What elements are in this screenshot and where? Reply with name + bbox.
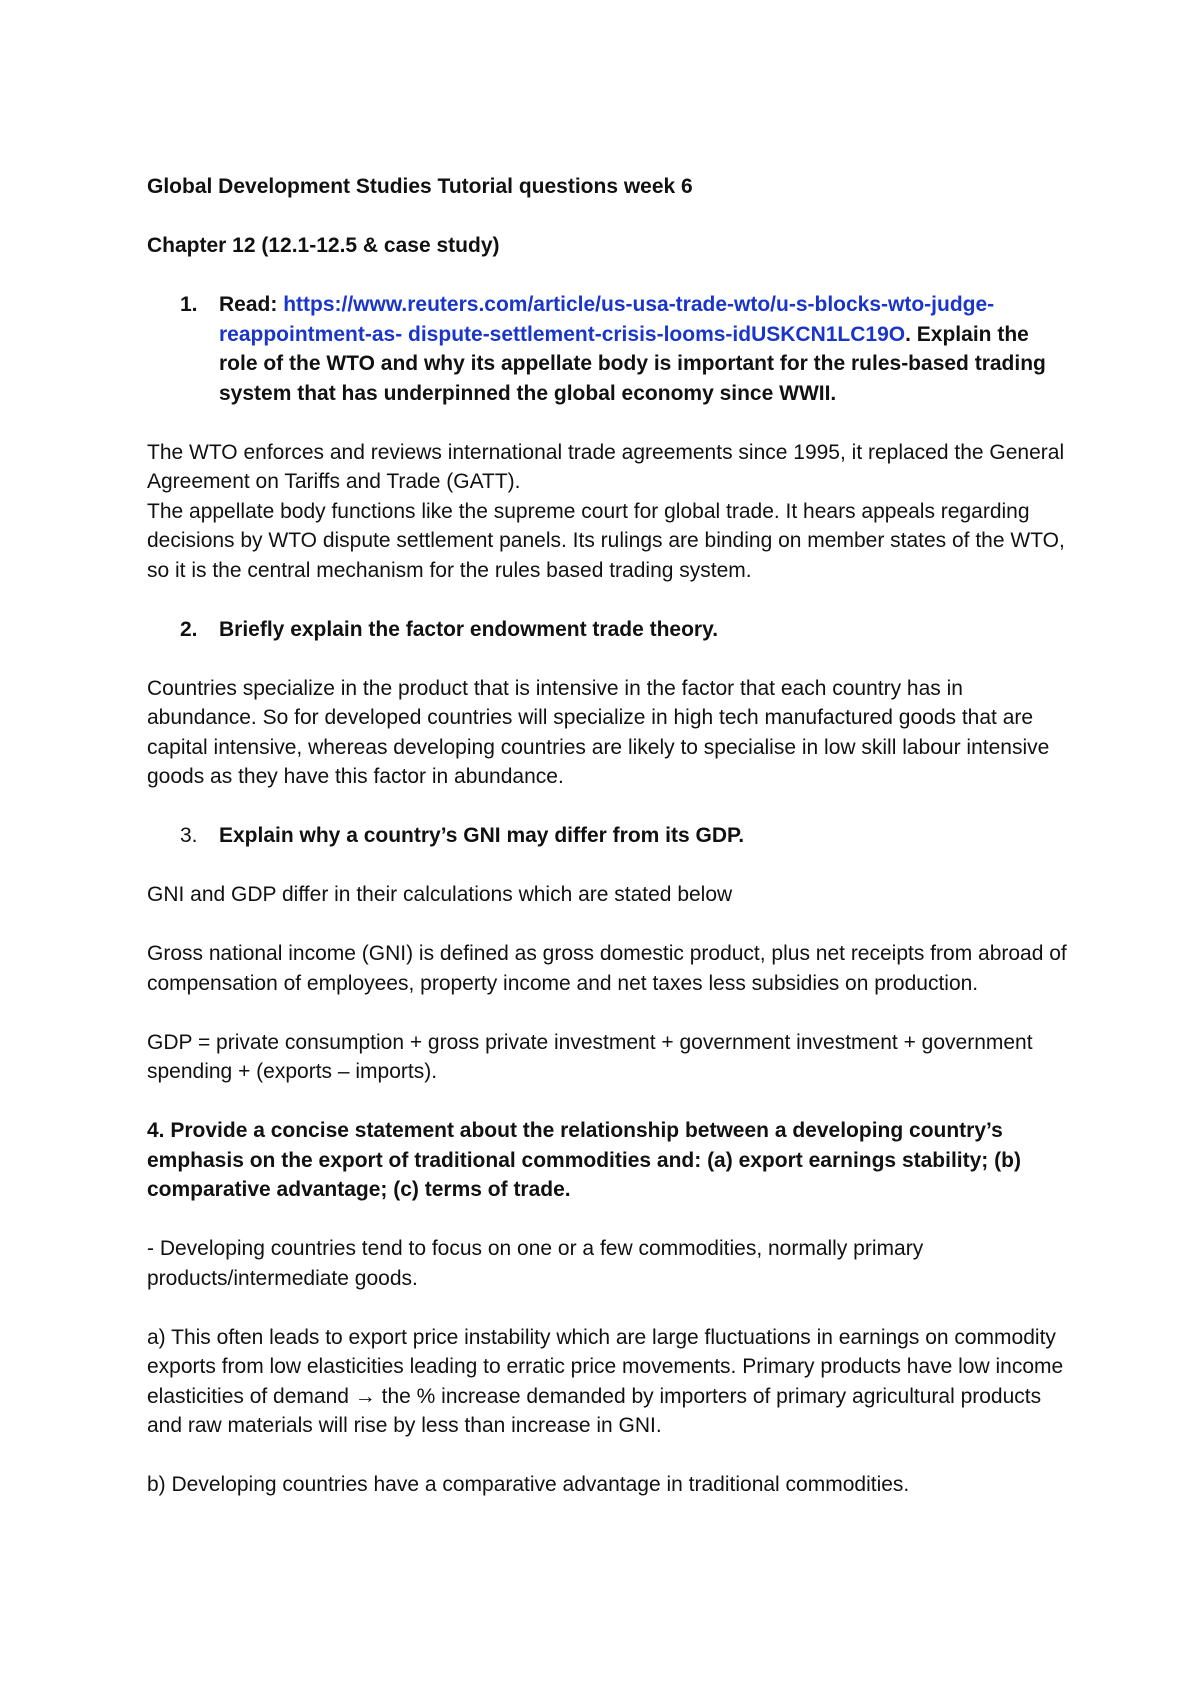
question-2-text: Briefly explain the factor endowment trade theory. xyxy=(219,617,719,641)
question-1-number: 1. xyxy=(180,293,198,316)
question-2-number: 2. xyxy=(180,617,198,641)
answer-4-part-a xyxy=(147,1323,1067,1441)
answer-1-paragraph-2: The appellate body functions like the supreme court for global trade. It hears appeals regarding decisions by WTO dispute settlement panels. Its rulings are binding on member states of the WTO, so it is the central mechanism for the rules based trading system. xyxy=(147,499,1065,582)
question-4: 4. Provide a concise statement about the relationship between a developing country’s emphasis on the export of traditional commodities and: (a) export earnings stability; (b) comparative advantage; (c) terms of trade. xyxy=(147,1119,1021,1201)
question-2 xyxy=(147,615,1067,645)
answer-3-gdp-formula: GDP = private consumption + gross private investment + government investment + government spending + (exports – imports). xyxy=(147,1030,1033,1083)
chapter-heading: Chapter 12 (12.1-12.5 & case study) xyxy=(147,234,500,257)
document-page xyxy=(147,172,1067,1529)
right-arrow-icon: → xyxy=(354,1384,376,1408)
answer-4-part-a-text-2: the % increase demanded by importers of primary agricultural products and raw materials will rise by less than increase in GNI. xyxy=(147,1384,1042,1437)
question-1-rest: Explain the role of the WTO and why its appellate body is important for the rules-based trading system that has underpinned the global economy since WWII. xyxy=(219,322,1046,405)
link-period: . xyxy=(905,322,911,346)
answer-4-intro: - Developing countries tend to focus on one or a few commodities, normally primary products/intermediate goods. xyxy=(147,1237,924,1290)
question-3-number: 3. xyxy=(180,824,198,847)
answer-3-intro: GNI and GDP differ in their calculations which are stated below xyxy=(147,883,733,906)
read-label: Read: xyxy=(219,293,278,316)
question-1-text xyxy=(219,290,1067,408)
answer-4-part-a-text-1: a) This often leads to export price instability which are large fluctuations in earnings on commodity exports from low elasticities leading to erratic price movements. Primary products have low income elasticities of demand xyxy=(147,1325,1064,1408)
reuters-article-link[interactable]: https://www.reuters.com/article/us-usa-trade-wto/u-s-blocks-wto-judge-reappointment-as- dispute-settlement-crisis-looms-idUSKCN1LC19O xyxy=(219,293,995,346)
question-3 xyxy=(147,821,1067,851)
answer-3-gni-definition: Gross national income (GNI) is defined as gross domestic product, plus net receipts from abroad of compensation of employees, property income and net taxes less subsidies on production. xyxy=(147,942,1067,995)
document-title: Global Development Studies Tutorial questions week 6 xyxy=(147,175,693,198)
answer-1-paragraph-1: The WTO enforces and reviews international trade agreements since 1995, it replaced the General Agreement on Tariffs and Trade (GATT). xyxy=(147,440,1065,493)
answer-4-part-b: b) Developing countries have a comparative advantage in traditional commodities. xyxy=(147,1473,910,1496)
question-3-text: Explain why a country’s GNI may differ from its GDP. xyxy=(219,824,745,847)
question-1 xyxy=(147,290,1067,408)
answer-2: Countries specialize in the product that is intensive in the factor that each country has in abundance. So for developed countries will specialize in high tech manufactured goods that are capital intensive, whereas developing countries are likely to specialise in low skill labour intensive goods as they have this factor in abundance. xyxy=(147,676,1050,788)
